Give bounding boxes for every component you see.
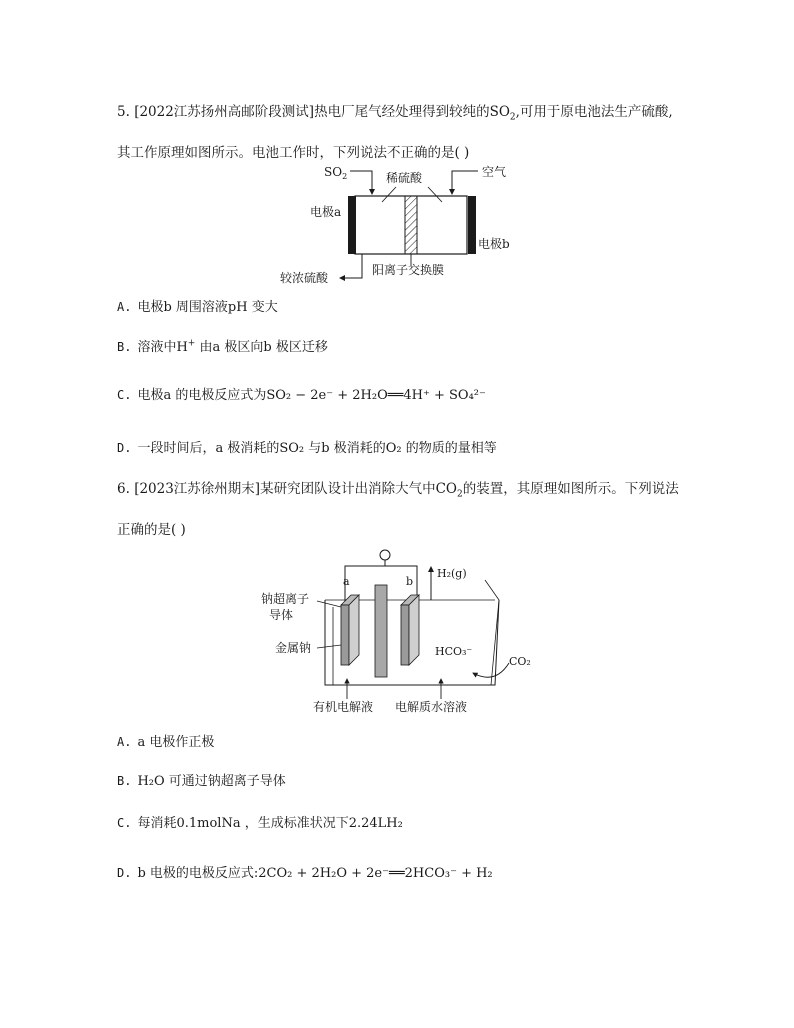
na-conductor-label-1: 钠超离子 xyxy=(261,592,310,606)
q6-stem-sub: 2 xyxy=(456,489,463,500)
q5-figure xyxy=(270,160,530,290)
electrode-a-letter: a xyxy=(343,575,350,588)
membrane-plate xyxy=(405,196,417,254)
membrane-label: 阳离子交换膜 xyxy=(372,263,445,277)
q6-option-c: C. 每消耗0.1molNa ，生成标准状况下2.24LH₂ xyxy=(117,816,403,831)
q6-stem-line2: 正确的是( ) xyxy=(117,522,186,538)
air-label: 空气 xyxy=(482,165,507,179)
aqueous-label: 电解质水溶液 xyxy=(395,700,468,714)
electrode-b-letter: b xyxy=(406,575,414,588)
q6-number: 6. xyxy=(117,481,130,497)
electrode-a-plate xyxy=(348,196,356,254)
q5-option-b: B. 溶液中H+ 由a 极区向b 极区迁移 xyxy=(117,338,328,355)
q6-option-d: D. b 电极的电极反应式:2CO₂ + 2H₂O + 2e⁻══2HCO₃⁻ + H₂ xyxy=(117,866,493,881)
q5-stem-line2: 其工作原理如图所示。电池工作时，下列说法不正确的是( ) xyxy=(117,145,470,161)
q6-stem-post: 的装置，其原理如图所示。下列说法 xyxy=(462,481,679,497)
q6-option-b: B. H₂O 可通过钠超离子导体 xyxy=(117,774,286,789)
q5-stem-pre: [2022江苏扬州高邮阶段测试]热电厂尾气经处理得到较纯的SO xyxy=(134,104,510,120)
bulb-icon xyxy=(380,550,390,560)
organic-label: 有机电解液 xyxy=(313,700,374,714)
dilute-acid-label: 稀硫酸 xyxy=(386,171,423,185)
so2-label: $SO_2$ xyxy=(324,165,348,181)
q6-figure xyxy=(255,545,555,720)
q5-stem-line1 xyxy=(117,100,673,123)
conc-acid-label: 较浓硫酸 xyxy=(280,271,329,285)
na-conductor-label-2: 导体 xyxy=(269,608,294,622)
separator xyxy=(375,585,387,677)
co2-label: CO₂ xyxy=(509,655,531,668)
na-metal-label: 金属钠 xyxy=(275,641,312,655)
q5-stem-post: ,可用于原电池法生产硫酸, xyxy=(515,104,673,120)
electrode-b-label: 电极b xyxy=(478,237,510,251)
q6-option-a: A. a 电极作正极 xyxy=(117,735,215,750)
electrode-b-plate xyxy=(468,196,476,254)
q5-number: 5. xyxy=(117,104,130,120)
electrode-a-label: 电极a xyxy=(310,205,342,219)
h2-label: H₂(g) xyxy=(437,567,467,580)
q5-stem-sub: 2 xyxy=(509,112,516,123)
q5-option-a: A. 电极b 周围溶液pH 变大 xyxy=(117,300,278,315)
q5-option-d: D. 一段时间后，a 极消耗的SO₂ 与b 极消耗的O₂ 的物质的量相等 xyxy=(117,441,497,456)
hco3-label: HCO₃⁻ xyxy=(435,645,473,658)
q6-stem-pre: [2023江苏徐州期末]某研究团队设计出消除大气中CO xyxy=(134,481,457,497)
q5-option-c: C. 电极a 的电极反应式为SO₂ − 2e⁻ + 2H₂O══4H⁺ + SO₄²⁻ xyxy=(117,388,486,403)
q6-stem-line1 xyxy=(117,477,679,500)
